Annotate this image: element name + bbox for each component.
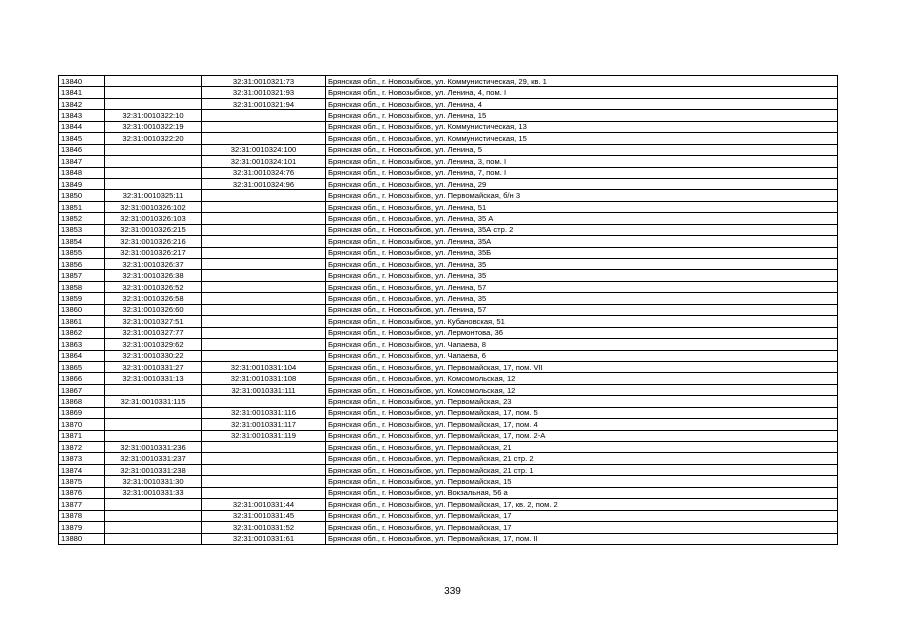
address-cell: Брянская обл., г. Новозыбков, ул. Ленина, 29 xyxy=(326,178,838,189)
row-number-cell: 13860 xyxy=(59,304,105,315)
address-cell: Брянская обл., г. Новозыбков, ул. Лермонтова, 36 xyxy=(326,327,838,338)
new-cadastral-number-cell: 32:31:0010331:111 xyxy=(202,384,326,395)
old-cadastral-number-cell xyxy=(105,178,202,189)
old-cadastral-number-cell: 32:31:0010326:38 xyxy=(105,270,202,281)
row-number-cell: 13873 xyxy=(59,453,105,464)
table-row xyxy=(59,98,838,109)
address-cell: Брянская обл., г. Новозыбков, ул. Ленина, 51 xyxy=(326,201,838,212)
new-cadastral-number-cell xyxy=(202,224,326,235)
row-number-cell: 13841 xyxy=(59,87,105,98)
table-row xyxy=(59,304,838,315)
table-row xyxy=(59,396,838,407)
table-row xyxy=(59,442,838,453)
new-cadastral-number-cell xyxy=(202,464,326,475)
table-row xyxy=(59,510,838,521)
address-cell: Брянская обл., г. Новозыбков, ул. Первомайская, 17, пом. 4 xyxy=(326,419,838,430)
new-cadastral-number-cell xyxy=(202,327,326,338)
old-cadastral-number-cell: 32:31:0010326:216 xyxy=(105,236,202,247)
new-cadastral-number-cell: 32:31:0010331:44 xyxy=(202,499,326,510)
table-row xyxy=(59,384,838,395)
old-cadastral-number-cell: 32:31:0010326:103 xyxy=(105,213,202,224)
table-row xyxy=(59,464,838,475)
row-number-cell: 13863 xyxy=(59,339,105,350)
new-cadastral-number-cell xyxy=(202,293,326,304)
old-cadastral-number-cell xyxy=(105,156,202,167)
address-cell: Брянская обл., г. Новозыбков, ул. Чапаева, 6 xyxy=(326,350,838,361)
old-cadastral-number-cell: 32:31:0010326:102 xyxy=(105,201,202,212)
new-cadastral-number-cell: 32:31:0010324:101 xyxy=(202,156,326,167)
address-cell: Брянская обл., г. Новозыбков, ул. Ленина, 5 xyxy=(326,144,838,155)
table-row xyxy=(59,373,838,384)
old-cadastral-number-cell: 32:31:0010326:60 xyxy=(105,304,202,315)
row-number-cell: 13866 xyxy=(59,373,105,384)
table-row xyxy=(59,350,838,361)
row-number-cell: 13845 xyxy=(59,133,105,144)
new-cadastral-number-cell: 32:31:0010321:73 xyxy=(202,76,326,87)
new-cadastral-number-cell: 32:31:0010321:94 xyxy=(202,98,326,109)
row-number-cell: 13872 xyxy=(59,442,105,453)
new-cadastral-number-cell: 32:31:0010331:108 xyxy=(202,373,326,384)
row-number-cell: 13843 xyxy=(59,110,105,121)
new-cadastral-number-cell: 32:31:0010331:104 xyxy=(202,361,326,372)
table-row xyxy=(59,339,838,350)
table-row xyxy=(59,178,838,189)
table-row xyxy=(59,144,838,155)
row-number-cell: 13844 xyxy=(59,121,105,132)
row-number-cell: 13859 xyxy=(59,293,105,304)
new-cadastral-number-cell xyxy=(202,316,326,327)
address-cell: Брянская обл., г. Новозыбков, ул. Ленина, 7, пом. I xyxy=(326,167,838,178)
old-cadastral-number-cell: 32:31:0010331:33 xyxy=(105,487,202,498)
address-cell: Брянская обл., г. Новозыбков, ул. Первомайская, 17, кв. 2, пом. 2 xyxy=(326,499,838,510)
row-number-cell: 13865 xyxy=(59,361,105,372)
old-cadastral-number-cell: 32:31:0010322:19 xyxy=(105,121,202,132)
table-row xyxy=(59,236,838,247)
table-row xyxy=(59,121,838,132)
row-number-cell: 13849 xyxy=(59,178,105,189)
table-row xyxy=(59,430,838,441)
old-cadastral-number-cell: 32:31:0010329:62 xyxy=(105,339,202,350)
new-cadastral-number-cell: 32:31:0010321:93 xyxy=(202,87,326,98)
new-cadastral-number-cell xyxy=(202,442,326,453)
row-number-cell: 13848 xyxy=(59,167,105,178)
address-cell: Брянская обл., г. Новозыбков, ул. Ленина, 35Б xyxy=(326,247,838,258)
address-cell: Брянская обл., г. Новозыбков, ул. Ленина, 35 xyxy=(326,259,838,270)
old-cadastral-number-cell xyxy=(105,510,202,521)
old-cadastral-number-cell: 32:31:0010327:51 xyxy=(105,316,202,327)
row-number-cell: 13861 xyxy=(59,316,105,327)
new-cadastral-number-cell xyxy=(202,133,326,144)
row-number-cell: 13879 xyxy=(59,522,105,533)
row-number-cell: 13854 xyxy=(59,236,105,247)
table-row xyxy=(59,293,838,304)
address-cell: Брянская обл., г. Новозыбков, ул. Первомайская, 17 xyxy=(326,510,838,521)
address-cell: Брянская обл., г. Новозыбков, ул. Первомайская, 17, пом. 2-А xyxy=(326,430,838,441)
row-number-cell: 13855 xyxy=(59,247,105,258)
new-cadastral-number-cell xyxy=(202,190,326,201)
old-cadastral-number-cell xyxy=(105,98,202,109)
old-cadastral-number-cell xyxy=(105,144,202,155)
old-cadastral-number-cell: 32:31:0010331:115 xyxy=(105,396,202,407)
address-cell: Брянская обл., г. Новозыбков, ул. Ленина, 35 xyxy=(326,270,838,281)
new-cadastral-number-cell xyxy=(202,213,326,224)
old-cadastral-number-cell xyxy=(105,407,202,418)
old-cadastral-number-cell: 32:31:0010331:238 xyxy=(105,464,202,475)
table-row xyxy=(59,419,838,430)
address-cell: Брянская обл., г. Новозыбков, ул. Коммунистическая, 29, кв. 1 xyxy=(326,76,838,87)
table-row xyxy=(59,110,838,121)
new-cadastral-number-cell xyxy=(202,270,326,281)
registry-table-body xyxy=(59,76,838,545)
address-cell: Брянская обл., г. Новозыбков, ул. Первомайская, 21 стр. 2 xyxy=(326,453,838,464)
row-number-cell: 13878 xyxy=(59,510,105,521)
new-cadastral-number-cell xyxy=(202,110,326,121)
old-cadastral-number-cell xyxy=(105,430,202,441)
new-cadastral-number-cell xyxy=(202,350,326,361)
new-cadastral-number-cell xyxy=(202,487,326,498)
old-cadastral-number-cell xyxy=(105,533,202,544)
row-number-cell: 13870 xyxy=(59,419,105,430)
row-number-cell: 13851 xyxy=(59,201,105,212)
new-cadastral-number-cell: 32:31:0010331:117 xyxy=(202,419,326,430)
row-number-cell: 13869 xyxy=(59,407,105,418)
row-number-cell: 13876 xyxy=(59,487,105,498)
row-number-cell: 13840 xyxy=(59,76,105,87)
address-cell: Брянская обл., г. Новозыбков, ул. Кубановская, 51 xyxy=(326,316,838,327)
address-cell: Брянская обл., г. Новозыбков, ул. Вокзальная, 56 а xyxy=(326,487,838,498)
table-row xyxy=(59,259,838,270)
row-number-cell: 13858 xyxy=(59,281,105,292)
address-cell: Брянская обл., г. Новозыбков, ул. Коммунистическая, 15 xyxy=(326,133,838,144)
row-number-cell: 13846 xyxy=(59,144,105,155)
old-cadastral-number-cell xyxy=(105,87,202,98)
row-number-cell: 13862 xyxy=(59,327,105,338)
page-number: 339 xyxy=(444,586,461,597)
table-row xyxy=(59,487,838,498)
table-row xyxy=(59,533,838,544)
address-cell: Брянская обл., г. Новозыбков, ул. Первомайская, 17, пом. VII xyxy=(326,361,838,372)
address-cell: Брянская обл., г. Новозыбков, ул. Ленина, 57 xyxy=(326,281,838,292)
row-number-cell: 13850 xyxy=(59,190,105,201)
old-cadastral-number-cell: 32:31:0010322:20 xyxy=(105,133,202,144)
old-cadastral-number-cell: 32:31:0010327:77 xyxy=(105,327,202,338)
address-cell: Брянская обл., г. Новозыбков, ул. Ленина, 35А xyxy=(326,236,838,247)
table-row xyxy=(59,190,838,201)
old-cadastral-number-cell xyxy=(105,522,202,533)
table-row xyxy=(59,76,838,87)
old-cadastral-number-cell xyxy=(105,76,202,87)
table-row xyxy=(59,156,838,167)
old-cadastral-number-cell: 32:31:0010331:237 xyxy=(105,453,202,464)
table-row xyxy=(59,499,838,510)
address-cell: Брянская обл., г. Новозыбков, ул. Ленина, 4 xyxy=(326,98,838,109)
old-cadastral-number-cell: 32:31:0010331:27 xyxy=(105,361,202,372)
address-cell: Брянская обл., г. Новозыбков, ул. Ленина, 15 xyxy=(326,110,838,121)
old-cadastral-number-cell: 32:31:0010330:22 xyxy=(105,350,202,361)
address-cell: Брянская обл., г. Новозыбков, ул. Первомайская, 21 стр. 1 xyxy=(326,464,838,475)
new-cadastral-number-cell: 32:31:0010331:116 xyxy=(202,407,326,418)
address-cell: Брянская обл., г. Новозыбков, ул. Чапаева, 8 xyxy=(326,339,838,350)
address-cell: Брянская обл., г. Новозыбков, ул. Первомайская, 17, пом. 5 xyxy=(326,407,838,418)
table-row xyxy=(59,247,838,258)
row-number-cell: 13842 xyxy=(59,98,105,109)
row-number-cell: 13856 xyxy=(59,259,105,270)
new-cadastral-number-cell xyxy=(202,121,326,132)
address-cell: Брянская обл., г. Новозыбков, ул. Первомайская, б/н 3 xyxy=(326,190,838,201)
address-cell: Брянская обл., г. Новозыбков, ул. Первомайская, 23 xyxy=(326,396,838,407)
new-cadastral-number-cell: 32:31:0010331:119 xyxy=(202,430,326,441)
address-cell: Брянская обл., г. Новозыбков, ул. Первомайская, 17 xyxy=(326,522,838,533)
address-cell: Брянская обл., г. Новозыбков, ул. Комсомольская, 12 xyxy=(326,384,838,395)
table-row xyxy=(59,316,838,327)
new-cadastral-number-cell: 32:31:0010324:96 xyxy=(202,178,326,189)
old-cadastral-number-cell: 32:31:0010326:37 xyxy=(105,259,202,270)
table-row xyxy=(59,224,838,235)
address-cell: Брянская обл., г. Новозыбков, ул. Первомайская, 17, пом. II xyxy=(326,533,838,544)
address-cell: Брянская обл., г. Новозыбков, ул. Ленина, 3, пом. I xyxy=(326,156,838,167)
row-number-cell: 13853 xyxy=(59,224,105,235)
address-cell: Брянская обл., г. Новозыбков, ул. Коммунистическая, 13 xyxy=(326,121,838,132)
new-cadastral-number-cell xyxy=(202,201,326,212)
table-row xyxy=(59,213,838,224)
old-cadastral-number-cell xyxy=(105,167,202,178)
old-cadastral-number-cell: 32:31:0010331:236 xyxy=(105,442,202,453)
registry-table xyxy=(58,75,838,545)
table-row xyxy=(59,201,838,212)
row-number-cell: 13867 xyxy=(59,384,105,395)
old-cadastral-number-cell xyxy=(105,499,202,510)
old-cadastral-number-cell: 32:31:0010326:52 xyxy=(105,281,202,292)
new-cadastral-number-cell: 32:31:0010324:76 xyxy=(202,167,326,178)
table-row xyxy=(59,281,838,292)
new-cadastral-number-cell: 32:31:0010324:100 xyxy=(202,144,326,155)
address-cell: Брянская обл., г. Новозыбков, ул. Первомайская, 21 xyxy=(326,442,838,453)
old-cadastral-number-cell xyxy=(105,419,202,430)
address-cell: Брянская обл., г. Новозыбков, ул. Ленина, 35А стр. 2 xyxy=(326,224,838,235)
table-row xyxy=(59,167,838,178)
table-row xyxy=(59,87,838,98)
old-cadastral-number-cell: 32:31:0010326:215 xyxy=(105,224,202,235)
new-cadastral-number-cell xyxy=(202,236,326,247)
address-cell: Брянская обл., г. Новозыбков, ул. Комсомольская, 12 xyxy=(326,373,838,384)
new-cadastral-number-cell xyxy=(202,247,326,258)
new-cadastral-number-cell xyxy=(202,453,326,464)
new-cadastral-number-cell: 32:31:0010331:45 xyxy=(202,510,326,521)
new-cadastral-number-cell xyxy=(202,259,326,270)
new-cadastral-number-cell xyxy=(202,476,326,487)
old-cadastral-number-cell: 32:31:0010326:217 xyxy=(105,247,202,258)
new-cadastral-number-cell: 32:31:0010331:61 xyxy=(202,533,326,544)
table-row xyxy=(59,361,838,372)
table-row xyxy=(59,133,838,144)
new-cadastral-number-cell xyxy=(202,304,326,315)
row-number-cell: 13877 xyxy=(59,499,105,510)
address-cell: Брянская обл., г. Новозыбков, ул. Ленина, 35 А xyxy=(326,213,838,224)
row-number-cell: 13847 xyxy=(59,156,105,167)
row-number-cell: 13868 xyxy=(59,396,105,407)
old-cadastral-number-cell xyxy=(105,384,202,395)
row-number-cell: 13857 xyxy=(59,270,105,281)
table-row xyxy=(59,453,838,464)
old-cadastral-number-cell: 32:31:0010322:10 xyxy=(105,110,202,121)
new-cadastral-number-cell: 32:31:0010331:52 xyxy=(202,522,326,533)
new-cadastral-number-cell xyxy=(202,396,326,407)
old-cadastral-number-cell: 32:31:0010331:13 xyxy=(105,373,202,384)
old-cadastral-number-cell: 32:31:0010331:30 xyxy=(105,476,202,487)
table-row xyxy=(59,476,838,487)
old-cadastral-number-cell: 32:31:0010325:11 xyxy=(105,190,202,201)
address-cell: Брянская обл., г. Новозыбков, ул. Ленина, 57 xyxy=(326,304,838,315)
table-row xyxy=(59,407,838,418)
address-cell: Брянская обл., г. Новозыбков, ул. Ленина, 4, пом. I xyxy=(326,87,838,98)
row-number-cell: 13874 xyxy=(59,464,105,475)
new-cadastral-number-cell xyxy=(202,339,326,350)
row-number-cell: 13852 xyxy=(59,213,105,224)
old-cadastral-number-cell: 32:31:0010326:58 xyxy=(105,293,202,304)
address-cell: Брянская обл., г. Новозыбков, ул. Первомайская, 15 xyxy=(326,476,838,487)
address-cell: Брянская обл., г. Новозыбков, ул. Ленина, 35 xyxy=(326,293,838,304)
row-number-cell: 13875 xyxy=(59,476,105,487)
table-row xyxy=(59,327,838,338)
row-number-cell: 13871 xyxy=(59,430,105,441)
row-number-cell: 13864 xyxy=(59,350,105,361)
table-row xyxy=(59,270,838,281)
table-row xyxy=(59,522,838,533)
row-number-cell: 13880 xyxy=(59,533,105,544)
new-cadastral-number-cell xyxy=(202,281,326,292)
